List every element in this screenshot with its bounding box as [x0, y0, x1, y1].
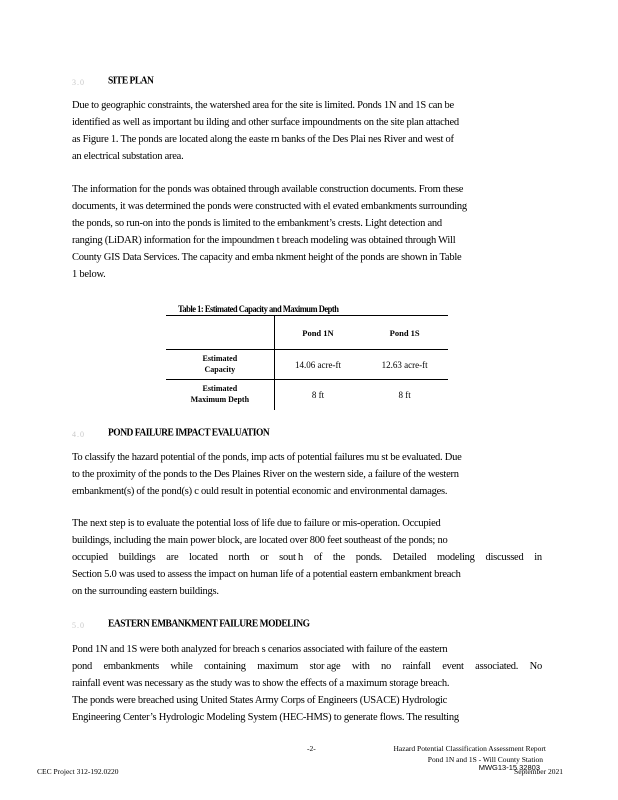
word: while [170, 661, 193, 672]
row-label-line1: Estimated [202, 383, 238, 393]
table-cell: 8 ft [311, 389, 325, 400]
site-para1-line1: Due to geographic constraints, the watershed area for the site is limited. Ponds 1N and 1S can be [72, 100, 454, 111]
site-para1-line4: an electrical substation area. [72, 151, 184, 162]
table-caption: Table 1: Estimated Capacity and Maximum Depth [178, 303, 339, 314]
site-para1-line2: identified as well as important bu ilding and other surface impoundments on the site plan attached [72, 117, 459, 128]
east-para-line3: rainfall event was necessary as the study was to show the effects of a maximum storage breach. [72, 678, 450, 689]
section-heading-site-plan: SITE PLAN [108, 76, 154, 87]
section-number: 3.0 [72, 78, 85, 87]
pond-para1-line3: embankment(s) of the pond(s) c ould result in potential economic and environmental damages. [72, 486, 448, 497]
pond-para1-line2: to the proximity of the ponds to the Des Plaines River on the western side, a failure of the western [72, 469, 459, 480]
row-label-line2: Maximum Depth [190, 394, 250, 404]
word: Detailed [392, 552, 427, 563]
pond-para2-line5: on the surrounding eastern buildings. [72, 586, 219, 597]
section-number: 4.0 [72, 430, 85, 439]
site-para2-line4: ranging (LiDAR) information for the impoundmen t breach modeling was obtained through Will [72, 235, 456, 246]
word: associated. [475, 661, 519, 672]
word: no [381, 661, 392, 672]
table-col-pond-1s: Pond 1S [389, 327, 420, 338]
site-para1-line3: as Figure 1. The ponds are located along the easte rn banks of the Des Plai nes River and west of [72, 134, 454, 145]
site-para2-line6: 1 below. [72, 269, 106, 280]
table-header-row [166, 316, 448, 350]
word: located [189, 552, 218, 563]
pond-para2-line3 [72, 553, 542, 564]
table-col-pond-1n: Pond 1N [302, 327, 334, 338]
report-title: Hazard Potential Classification Assessment Report [393, 744, 546, 753]
pond-para1-line1: To classify the hazard potential of the ponds, imp acts of potential failures mu st be evaluated. Due [72, 452, 462, 463]
word: buildings [118, 552, 156, 563]
word: event [442, 661, 464, 672]
section-heading-pond-failure: POND FAILURE IMPACT EVALUATION [108, 428, 270, 439]
document-code: MWG13-15 32803 [478, 763, 540, 772]
table-cell: 12.63 acre-ft [381, 359, 428, 370]
word: containing [203, 661, 246, 672]
table-row [166, 380, 448, 410]
word: north [228, 552, 250, 563]
section-heading-eastern-embankment: EASTERN EMBANKMENT FAILURE MODELING [108, 619, 310, 630]
word: the [332, 552, 345, 563]
table-cell: 14.06 acre-ft [294, 359, 341, 370]
site-para2-line2: documents, it was determined the ponds were constructed with el evated embankments surrounding [72, 201, 467, 212]
word: ponds. [355, 552, 382, 563]
east-para-line5: Engineering Center’s Hydrologic Modeling System (HEC-HMS) to generate flows. The resulting [72, 712, 459, 723]
east-para-line1: Pond 1N and 1S were both analyzed for breach s cenarios associated with failure of the eastern [72, 644, 448, 655]
word: sout h [279, 552, 304, 563]
table-row-label [166, 380, 274, 410]
project-number: CEC Project 312-192.0220 [37, 767, 119, 776]
word: or [260, 552, 269, 563]
word: pond [72, 661, 92, 672]
word: embankments [103, 661, 160, 672]
table-row [166, 350, 448, 380]
site-para2-line3: the ponds, so run-on into the ponds is limited to the embankment’s crests. Light detection and [72, 218, 442, 229]
word: stor age [309, 661, 341, 672]
site-para2-line1: The information for the ponds was obtained through available construction documents. From these [72, 184, 464, 195]
table-corner-cell [166, 316, 274, 350]
word: in [534, 552, 542, 563]
word: discussed [485, 552, 524, 563]
report-date: September 2021 [514, 767, 563, 776]
row-label-line1: Estimated [202, 353, 238, 363]
row-label-line2: Capacity [204, 364, 236, 374]
table-cell: 8 ft [398, 389, 411, 400]
word: are [166, 552, 179, 563]
word: occupied [72, 552, 108, 563]
word: rainfall [402, 661, 431, 672]
word: of [313, 552, 323, 563]
pond-para2-line2: buildings, including the main power block, are located over 800 feet southeast of the ponds; no [72, 535, 448, 546]
word: No [529, 661, 542, 672]
east-para-line2 [72, 662, 542, 673]
pond-para2-line4: Section 5.0 was used to assess the impact on human life of a potential eastern embankment breach [72, 569, 461, 580]
word: maximum [257, 661, 299, 672]
table-row-label [166, 350, 274, 380]
word: modeling [437, 552, 475, 563]
section-number: 5.0 [72, 621, 85, 630]
report-subtitle: Pond 1N and 1S - Will County Station [427, 755, 543, 764]
pond-para2-line1: The next step is to evaluate the potential loss of life due to failure or mis-operation. Occupied [72, 518, 441, 529]
capacity-table [166, 315, 448, 410]
site-para2-line5: County GIS Data Services. The capacity and emba nkment height of the ponds are shown in Table [72, 252, 462, 263]
east-para-line4: The ponds were breached using United States Army Corps of Engineers (USACE) Hydrologic [72, 695, 448, 706]
word: with [351, 661, 370, 672]
page-number: -2- [307, 744, 316, 753]
